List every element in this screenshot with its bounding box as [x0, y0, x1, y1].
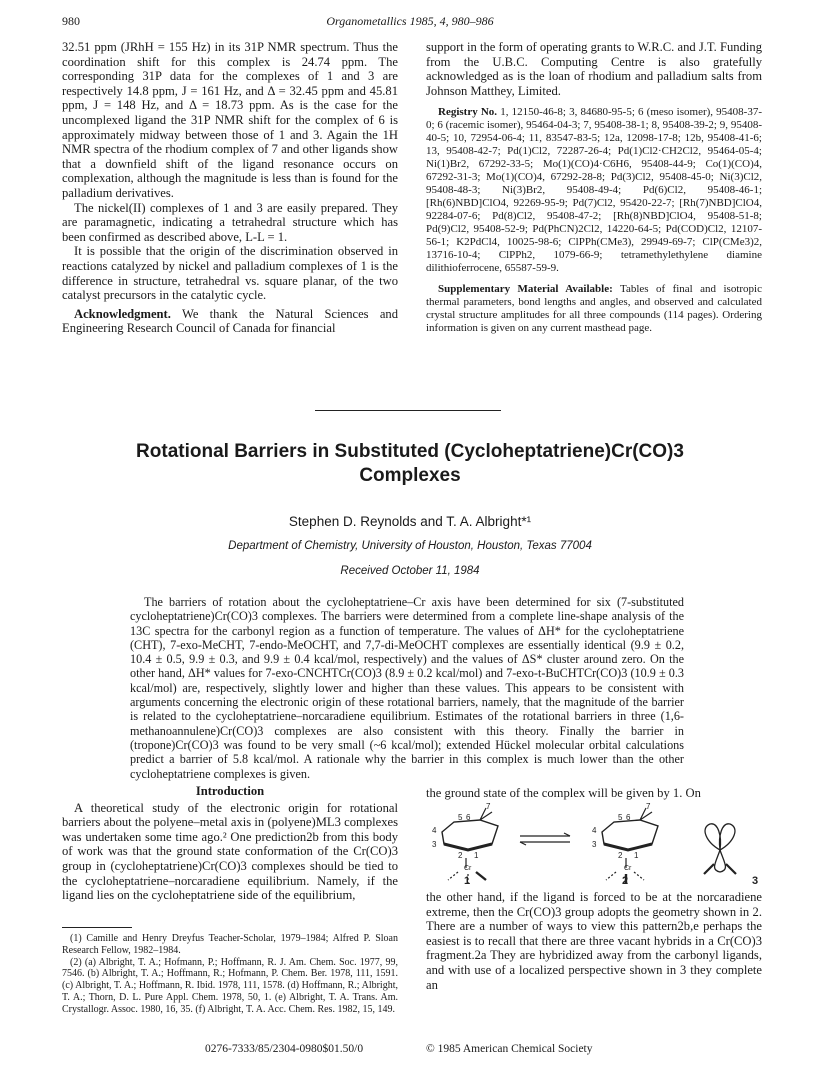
atom-2b: 2 [618, 851, 623, 860]
introduction-heading: Introduction [195, 784, 265, 798]
registry-heading: Registry No. [438, 106, 498, 119]
page-number: 980 [62, 14, 80, 28]
acknowledgment-text: We thank the Natural Sciences and Engineering Research Council of Canada for financial [62, 306, 398, 336]
structure-3 [704, 824, 736, 874]
supplementary-text: Tables of final and isotropic thermal parameters, bond lengths and angles, and observed and calculated crystal structure amplitudes for all three compounds (114 pages). Ordering information is given on any current masthead page. [426, 283, 762, 335]
structure-numbers [464, 875, 758, 885]
atom-4: 4 [432, 826, 437, 835]
nickel-paragraph: The nickel(II) complexes of 1 and 3 are easily prepared. They are paramagnetic, indicating a tetrahedral structure which has been confirmed as described above, L-L = 1. [62, 200, 398, 244]
atom-3b: 3 [592, 840, 597, 849]
supplementary-block [426, 283, 762, 335]
footer-code: 0276-7333/85/2304-0980$01.50/0 [205, 1043, 364, 1055]
atom-6: 6 [466, 813, 471, 822]
structure-1-labels [432, 802, 491, 872]
affiliation: Department of Chemistry, University of Houston, Houston, Texas 77004 [228, 540, 592, 552]
footnotes [62, 933, 398, 1016]
title-line-1: Rotational Barriers in Substituted (Cycloheptatriene)Cr(CO)3 [136, 441, 684, 462]
acknowledgment-heading: Acknowledgment. [74, 306, 171, 321]
supplementary-heading: Supplementary Material Available: [438, 283, 613, 296]
received-date: Received October 11, 1984 [340, 565, 480, 577]
introduction-left [62, 784, 398, 903]
atom-5: 5 [458, 813, 463, 822]
nmr-paragraph: 32.51 ppm (JRhH = 155 Hz) in its 31P NMR spectrum. Thus the coordination shift for this complex is 24.74 ppm. The corresponding 31P data for the complexes of 1 and 3 are respectively 14.8 ppm, J = 161 Hz, and Δ = 32.45 ppm and 45.81 ppm, J = 148 Hz, and Δ = 18.73 ppm. As is the case for the uncomplexed ligand the 31P NMR shift for the complex of 6 is approximately midway between those of 1 and 3. Again the 1H NMR spectra of the rhodium complex of 7 and other ligands show that a downfield shift of the ligand resonance occurs on complexation, although the magnitude is less than is found for the palladium derivatives. [62, 40, 398, 200]
label-3: 3 [752, 875, 759, 885]
atom-3: 3 [432, 840, 437, 849]
equilibrium-arrows [520, 833, 570, 845]
article-title [40, 440, 780, 488]
atom-7b: 7 [646, 802, 651, 811]
structure-2-labels [592, 802, 651, 872]
footnote-1: (1) Camille and Henry Dreyfus Teacher-Scholar, 1979–1984; Alfred P. Sloan Research Fellow, 1982–1984. [62, 933, 398, 956]
atom-2: 2 [458, 851, 463, 860]
introduction-text: A theoretical study of the electronic origin for rotational barriers about the polyene–metal axis in (polyene)ML3 complexes was undertaken some time ago.² One prediction2b from this body of work was that the ground state conformation of the Cr(CO)3 group in (cycloheptatriene)Cr(CO)3 complexes should be tied to the cycloheptatriene–norcaradiene equilibrium. Namely, if the ligand lies on the cycloheptatriene side of the equilibrium, [62, 800, 398, 903]
registry-text: 1, 12150-46-8; 3, 84680-95-5; 6 (meso isomer), 95408-37-0; 6 (racemic isomer), 95464-04-3; 7, 95408-38-1; 8, 95408-39-2; 9, 95408-40-5; 10, 72954-06-4; 11, 83547-83-5; 12a, 12098-17-8; 12b, 95408-41-6; 13, 95408-42-7; Pd(1)Cl2, 72287-26-4; Pd(1)Cl2·CH2Cl2, 95464-05-4; Ni(1)Br2, 67292-33-5; Mo(1)(CO)4·C6H6, 95408-44-9; Co(1)(CO)4, 67292-31-3; Mo(1)(CO)4, 67292-28-8; Pd(3)Cl2, 95408-45-0; Ni(3)Cl2, 95408-48-3; Ni(3)Br2, 95408-49-4; Pd(6)Cl2, 95408-46-1; [Rh(6)NBD]ClO4, 92269-95-9; Pd(7)Cl2, 95420-22-7; [Rh(7)NBD]ClO4, 92284-07-6; Pd(8)Cl2, 95408-47-2; [Rh(8)NBD]ClO4, 95408-51-8; Pd(9)Cl2, 95408-52-9; Pd(PhCN)2Cl2, 14220-64-5; Pd(COD)Cl2, 12107-56-1; K2PdCl4, 10025-98-6; ClPPh(CMe3), 29949-69-7; ClP(CMe3)2, 13716-10-4; ClPPh2, 1079-66-9; tetramethylethylene diamine dilithioferrocene, 65587-59-9. [426, 106, 762, 275]
title-line-2: Complexes [359, 465, 461, 486]
registry-block [426, 106, 762, 275]
acknowledgment-continued: support in the form of operating grants to W.R.C. and J.T. Funding from the U.B.C. Computing Centre is also gratefully acknowledged as is the loan of rhodium and palladium salts from Johnson Matthey, Limited. [426, 40, 762, 98]
atom-1: 1 [474, 851, 479, 860]
structures-figure [420, 800, 770, 885]
chromium-label-2: Cr [624, 865, 632, 872]
footnote-rule [62, 927, 132, 928]
right-column-top [426, 40, 762, 335]
discrimination-paragraph: It is possible that the origin of the discrimination observed in reactions catalyzed by nickel and palladium complexes of 1 is the difference in structure, tetrahedral vs. square planar, of the two catalyst precursors in the catalytic cycle. [62, 244, 398, 303]
footer-copyright: © 1985 American Chemical Society [426, 1043, 593, 1055]
atom-6b: 6 [626, 813, 631, 822]
atom-1b: 1 [634, 851, 639, 860]
label-2: 2 [622, 875, 629, 885]
left-column-top [62, 40, 398, 336]
journal-header: Organometallics 1985, 4, 980–986 [326, 14, 494, 28]
introduction-right-bottom: the other hand, if the ligand is forced to be at the norcaradiene extreme, then the Cr(CO)3 group adopts the geometry shown in 2. There are a number of ways to view this pattern2b,e perhaps the easiest is to recall that there are three vacant hybrids in a Cr(CO)3 fragment.2a They are hybridized away from the carbonyl ligands, and with use of a localized perspective shown in 3 they complete an [426, 890, 762, 992]
authors: Stephen D. Reynolds and T. A. Albright*¹ [288, 514, 532, 529]
atom-5b: 5 [618, 813, 623, 822]
label-1: 1 [464, 875, 471, 885]
atom-7: 7 [486, 802, 491, 811]
introduction-right-top: the ground state of the complex will be given by 1. On [426, 786, 701, 800]
article-separator [315, 410, 501, 411]
abstract: The barriers of rotation about the cycloheptatriene–Cr axis have been determined for six (7-substituted cycloheptatriene)Cr(CO)3 complexes. The barriers were determined from a complete line-shape analysis of the 13C spectra for the carbonyl region as a function of temperature. The values of ΔH* for the cycloheptatriene (CHT), 7-exo-MeCHT, 7-endo-MeOCHT, and 7,7-di-MeOCHT complexes are essentially identical (9.9 ± 0.2, 10.4 ± 0.5, 9.9 ± 0.3, and 9.9 ± 0.4 kcal/mol, respectively) and the values of ΔS* cluster around zero. On the other hand, ΔH* values for 7-exo-CNCHTCr(CO)3 (8.9 ± 0.2 kcal/mol) and 7-exo-t-BuCHTCr(CO)3 (10.9 ± 0.3 kcal/mol) are, respectively, slightly lower and higher than these values. This appears to be consistent with arguments concerning the electronic origin of these rotational barriers, namely, that the magnitude of the barrier is related to the cycloheptatriene–norcaradiene equilibrium. Estimates of the rotational barriers in three (1,6-methanoannulene)Cr(CO)3 complexes are also consistent with this theory. Finally the barrier in (tropone)Cr(CO)3 was found to be very small (~6 kcal/mol); extended Hückel molecular orbital calculations predict a barrier of 5.8 kcal/mol. A rationale why the barrier in this complex is much lower than the other cycloheptatriene complexes is given. [130, 595, 684, 781]
footnote-2: (2) (a) Albright, T. A.; Hofmann, P.; Hoffmann, R. J. Am. Chem. Soc. 1977, 99, 7546. (b) Albright, T. A.; Hoffmann, R.; Hofmann, P. Chem. Ber. 1978, 111, 1591. (c) Albright, T. A.; Hoffmann, R. Ibid. 1978, 111, 1578. (d) Hoffmann, R.; Albright, T. A.; Thorn, D. L. Pure Appl. Chem. 1978, 50, 1. (e) Albright, T. A. Trans. Am. Crystallogr. Assoc. 1980, 16, 35. (f) Albright, T. A. Acc. Chem. Res. 1982, 15, 149. [62, 956, 398, 1015]
atom-4b: 4 [592, 826, 597, 835]
chromium-label-1: Cr [464, 865, 472, 872]
